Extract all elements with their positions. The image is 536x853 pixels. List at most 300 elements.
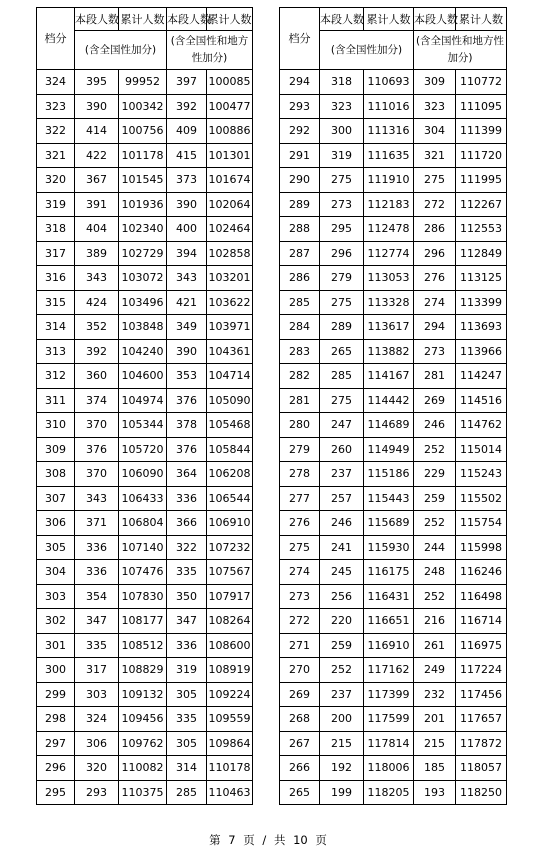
cumulative-count-cell: 109456	[119, 707, 167, 732]
segment-count-local-cell: 185	[414, 756, 456, 781]
segment-count-local-cell: 276	[414, 266, 456, 291]
cumulative-count-local-cell: 114247	[456, 364, 507, 389]
segment-count-local-cell: 373	[167, 168, 207, 193]
table-row	[280, 511, 507, 536]
footer-total-prefix: 共	[273, 833, 286, 847]
cumulative-count-cell: 117162	[364, 658, 414, 683]
cumulative-count-local-cell: 107232	[207, 535, 253, 560]
segment-count-local-cell: 392	[167, 94, 207, 119]
cumulative-count-local-cell: 112553	[456, 217, 507, 242]
table-row	[37, 609, 253, 634]
score-cell: 279	[280, 437, 320, 462]
score-cell: 291	[280, 143, 320, 168]
table-row	[37, 241, 253, 266]
cumulative-count-cell: 114167	[364, 364, 414, 389]
cumulative-count-cell: 117599	[364, 707, 414, 732]
segment-count-local-cell: 229	[414, 462, 456, 487]
cumulative-count-local-cell: 111399	[456, 119, 507, 144]
segment-count-local-cell: 415	[167, 143, 207, 168]
cumulative-count-cell: 113328	[364, 290, 414, 315]
cumulative-count-local-cell: 105844	[207, 437, 253, 462]
header-note-national-local: (含全国性和地方性加分)	[414, 31, 507, 70]
page-number: 7	[228, 833, 236, 847]
header-segment-count: 本段人数	[320, 8, 364, 31]
cumulative-count-cell: 110375	[119, 780, 167, 805]
segment-count-cell: 422	[75, 143, 119, 168]
segment-count-cell: 237	[320, 682, 364, 707]
cumulative-count-cell: 116651	[364, 609, 414, 634]
score-cell: 298	[37, 707, 75, 732]
segment-count-cell: 200	[320, 707, 364, 732]
cumulative-count-cell: 116175	[364, 560, 414, 585]
cumulative-count-local-cell: 117657	[456, 707, 507, 732]
segment-count-local-cell: 232	[414, 682, 456, 707]
table-row	[280, 217, 507, 242]
cumulative-count-cell: 107140	[119, 535, 167, 560]
segment-count-cell: 273	[320, 192, 364, 217]
segment-count-cell: 335	[75, 633, 119, 658]
segment-count-local-cell: 248	[414, 560, 456, 585]
score-cell: 312	[37, 364, 75, 389]
cumulative-count-local-cell: 104361	[207, 339, 253, 364]
segment-count-cell: 319	[320, 143, 364, 168]
cumulative-count-local-cell: 101674	[207, 168, 253, 193]
segment-count-cell: 303	[75, 682, 119, 707]
table-row	[37, 266, 253, 291]
table-row	[37, 339, 253, 364]
header-segment-count: 本段人数	[167, 8, 207, 31]
table-row	[37, 658, 253, 683]
table-row	[280, 731, 507, 756]
score-cell: 283	[280, 339, 320, 364]
table-row	[280, 290, 507, 315]
segment-count-local-cell: 246	[414, 413, 456, 438]
header-note-national: (含全国性加分)	[320, 31, 414, 70]
segment-count-local-cell: 343	[167, 266, 207, 291]
table-row	[37, 119, 253, 144]
segment-count-local-cell: 397	[167, 70, 207, 95]
segment-count-cell: 215	[320, 731, 364, 756]
score-cell: 270	[280, 658, 320, 683]
cumulative-count-cell: 116910	[364, 633, 414, 658]
score-cell: 271	[280, 633, 320, 658]
segment-count-local-cell: 347	[167, 609, 207, 634]
cumulative-count-cell: 101178	[119, 143, 167, 168]
segment-count-local-cell: 269	[414, 388, 456, 413]
cumulative-count-local-cell: 113966	[456, 339, 507, 364]
segment-count-local-cell: 201	[414, 707, 456, 732]
table-row	[37, 560, 253, 585]
segment-count-local-cell: 378	[167, 413, 207, 438]
table-row	[280, 437, 507, 462]
score-cell: 284	[280, 315, 320, 340]
segment-count-cell: 256	[320, 584, 364, 609]
table-row	[37, 756, 253, 781]
score-cell: 273	[280, 584, 320, 609]
table-row	[280, 658, 507, 683]
table-row	[37, 290, 253, 315]
table-row	[280, 192, 507, 217]
score-cell: 277	[280, 486, 320, 511]
table-row	[37, 70, 253, 95]
segment-count-local-cell: 273	[414, 339, 456, 364]
table-row	[37, 731, 253, 756]
header-segment-count: 本段人数	[414, 8, 456, 31]
cumulative-count-local-cell: 102064	[207, 192, 253, 217]
segment-count-cell: 414	[75, 119, 119, 144]
cumulative-count-cell: 114442	[364, 388, 414, 413]
score-cell: 289	[280, 192, 320, 217]
segment-count-local-cell: 400	[167, 217, 207, 242]
cumulative-count-cell: 103848	[119, 315, 167, 340]
cumulative-count-local-cell: 107567	[207, 560, 253, 585]
cumulative-count-local-cell: 114762	[456, 413, 507, 438]
cumulative-count-cell: 114689	[364, 413, 414, 438]
segment-count-local-cell: 319	[167, 658, 207, 683]
segment-count-local-cell: 323	[414, 94, 456, 119]
segment-count-cell: 371	[75, 511, 119, 536]
segment-count-cell: 285	[320, 364, 364, 389]
cumulative-count-local-cell: 103971	[207, 315, 253, 340]
segment-count-local-cell: 296	[414, 241, 456, 266]
segment-count-cell: 295	[320, 217, 364, 242]
segment-count-cell: 336	[75, 560, 119, 585]
segment-count-local-cell: 390	[167, 192, 207, 217]
cumulative-count-cell: 99952	[119, 70, 167, 95]
table-row	[37, 535, 253, 560]
cumulative-count-local-cell: 115998	[456, 535, 507, 560]
footer-total-unit: 页	[315, 833, 327, 847]
score-cell: 295	[37, 780, 75, 805]
table-row	[280, 609, 507, 634]
table-row	[280, 119, 507, 144]
table-row	[280, 560, 507, 585]
segment-count-local-cell: 335	[167, 560, 207, 585]
segment-count-local-cell: 244	[414, 535, 456, 560]
table-row	[280, 486, 507, 511]
cumulative-count-local-cell: 113125	[456, 266, 507, 291]
score-cell: 318	[37, 217, 75, 242]
table-row	[280, 168, 507, 193]
table-row	[280, 143, 507, 168]
score-cell: 276	[280, 511, 320, 536]
segment-count-local-cell: 309	[414, 70, 456, 95]
segment-count-cell: 324	[75, 707, 119, 732]
cumulative-count-local-cell: 108919	[207, 658, 253, 683]
table-row	[37, 315, 253, 340]
cumulative-count-local-cell: 113399	[456, 290, 507, 315]
cumulative-count-local-cell: 115502	[456, 486, 507, 511]
table-row	[280, 339, 507, 364]
segment-count-cell: 367	[75, 168, 119, 193]
cumulative-count-local-cell: 112849	[456, 241, 507, 266]
cumulative-count-local-cell: 109864	[207, 731, 253, 756]
segment-count-cell: 390	[75, 94, 119, 119]
score-cell: 300	[37, 658, 75, 683]
score-cell: 274	[280, 560, 320, 585]
segment-count-local-cell: 353	[167, 364, 207, 389]
cumulative-count-local-cell: 100085	[207, 70, 253, 95]
score-cell: 281	[280, 388, 320, 413]
segment-count-local-cell: 305	[167, 682, 207, 707]
segment-count-local-cell: 249	[414, 658, 456, 683]
score-cell: 296	[37, 756, 75, 781]
cumulative-count-cell: 115186	[364, 462, 414, 487]
segment-count-local-cell: 390	[167, 339, 207, 364]
segment-count-local-cell: 259	[414, 486, 456, 511]
cumulative-count-local-cell: 116975	[456, 633, 507, 658]
table-row	[37, 780, 253, 805]
cumulative-count-local-cell: 106544	[207, 486, 253, 511]
segment-count-cell: 320	[75, 756, 119, 781]
segment-count-cell: 392	[75, 339, 119, 364]
score-cell: 280	[280, 413, 320, 438]
table-row	[37, 413, 253, 438]
cumulative-count-local-cell: 102858	[207, 241, 253, 266]
cumulative-count-cell: 117399	[364, 682, 414, 707]
score-cell: 269	[280, 682, 320, 707]
segment-count-local-cell: 314	[167, 756, 207, 781]
header-score: 档分	[37, 8, 75, 70]
segment-count-local-cell: 321	[414, 143, 456, 168]
segment-count-local-cell: 335	[167, 707, 207, 732]
score-cell: 319	[37, 192, 75, 217]
segment-count-local-cell: 364	[167, 462, 207, 487]
table-row	[280, 413, 507, 438]
table-body-right	[280, 70, 507, 805]
segment-count-local-cell: 193	[414, 780, 456, 805]
cumulative-count-local-cell: 117872	[456, 731, 507, 756]
segment-count-local-cell: 304	[414, 119, 456, 144]
segment-count-local-cell: 376	[167, 437, 207, 462]
segment-count-cell: 336	[75, 535, 119, 560]
segment-count-cell: 370	[75, 462, 119, 487]
segment-count-cell: 389	[75, 241, 119, 266]
table-row	[280, 266, 507, 291]
cumulative-count-cell: 108829	[119, 658, 167, 683]
segment-count-cell: 376	[75, 437, 119, 462]
header-cumulative-count: 累计人数	[119, 8, 167, 31]
segment-count-cell: 352	[75, 315, 119, 340]
segment-count-local-cell: 275	[414, 168, 456, 193]
cumulative-count-local-cell: 103201	[207, 266, 253, 291]
cumulative-count-cell: 111016	[364, 94, 414, 119]
segment-count-local-cell: 336	[167, 633, 207, 658]
segment-count-cell: 257	[320, 486, 364, 511]
cumulative-count-cell: 102729	[119, 241, 167, 266]
table-row	[37, 143, 253, 168]
segment-count-cell: 370	[75, 413, 119, 438]
cumulative-count-cell: 108512	[119, 633, 167, 658]
cumulative-count-local-cell: 104714	[207, 364, 253, 389]
total-pages: 10	[293, 833, 308, 847]
score-cell: 307	[37, 486, 75, 511]
table-row	[37, 437, 253, 462]
score-cell: 311	[37, 388, 75, 413]
footer-prefix: 第	[209, 833, 221, 847]
score-cell: 294	[280, 70, 320, 95]
cumulative-count-cell: 106804	[119, 511, 167, 536]
table-row	[280, 70, 507, 95]
table-row	[280, 462, 507, 487]
segment-count-cell: 275	[320, 388, 364, 413]
segment-count-cell: 279	[320, 266, 364, 291]
score-cell: 304	[37, 560, 75, 585]
score-cell: 316	[37, 266, 75, 291]
segment-count-cell: 318	[320, 70, 364, 95]
cumulative-count-cell: 104240	[119, 339, 167, 364]
score-cell: 265	[280, 780, 320, 805]
table-row	[280, 707, 507, 732]
segment-count-cell: 260	[320, 437, 364, 462]
table-row	[280, 756, 507, 781]
table-row	[37, 364, 253, 389]
segment-count-local-cell: 286	[414, 217, 456, 242]
score-cell: 272	[280, 609, 320, 634]
segment-count-cell: 245	[320, 560, 364, 585]
table-row	[37, 94, 253, 119]
header-cumulative-count: 累计人数	[456, 8, 507, 31]
segment-count-cell: 252	[320, 658, 364, 683]
header-note-national: (含全国性加分)	[75, 31, 167, 70]
cumulative-count-cell: 101545	[119, 168, 167, 193]
segment-count-local-cell: 376	[167, 388, 207, 413]
table-row	[37, 584, 253, 609]
score-cell: 278	[280, 462, 320, 487]
segment-count-cell: 395	[75, 70, 119, 95]
cumulative-count-local-cell: 103622	[207, 290, 253, 315]
score-cell: 310	[37, 413, 75, 438]
score-cell: 285	[280, 290, 320, 315]
score-cell: 275	[280, 535, 320, 560]
table-row	[37, 388, 253, 413]
cumulative-count-cell: 112478	[364, 217, 414, 242]
table-row	[280, 241, 507, 266]
cumulative-count-local-cell: 110772	[456, 70, 507, 95]
cumulative-count-cell: 111910	[364, 168, 414, 193]
segment-count-cell: 241	[320, 535, 364, 560]
cumulative-count-local-cell: 114516	[456, 388, 507, 413]
cumulative-count-cell: 116431	[364, 584, 414, 609]
cumulative-count-cell: 103496	[119, 290, 167, 315]
cumulative-count-local-cell: 109559	[207, 707, 253, 732]
cumulative-count-cell: 106433	[119, 486, 167, 511]
segment-count-local-cell: 305	[167, 731, 207, 756]
cumulative-count-local-cell: 100886	[207, 119, 253, 144]
cumulative-count-cell: 111316	[364, 119, 414, 144]
segment-count-cell: 391	[75, 192, 119, 217]
table-row	[280, 633, 507, 658]
cumulative-count-local-cell: 100477	[207, 94, 253, 119]
segment-count-local-cell: 394	[167, 241, 207, 266]
score-cell: 313	[37, 339, 75, 364]
cumulative-count-local-cell: 102464	[207, 217, 253, 242]
cumulative-count-local-cell: 118250	[456, 780, 507, 805]
score-cell: 282	[280, 364, 320, 389]
segment-count-local-cell: 261	[414, 633, 456, 658]
score-cell: 302	[37, 609, 75, 634]
cumulative-count-local-cell: 106208	[207, 462, 253, 487]
cumulative-count-cell: 113617	[364, 315, 414, 340]
score-cell: 286	[280, 266, 320, 291]
table-row	[280, 315, 507, 340]
table-row	[37, 168, 253, 193]
cumulative-count-cell: 101936	[119, 192, 167, 217]
segment-count-local-cell: 350	[167, 584, 207, 609]
segment-count-cell: 247	[320, 413, 364, 438]
header-segment-count: 本段人数	[75, 8, 119, 31]
table-row	[280, 364, 507, 389]
score-cell: 290	[280, 168, 320, 193]
cumulative-count-cell: 105720	[119, 437, 167, 462]
segment-count-cell: 360	[75, 364, 119, 389]
table-row	[37, 682, 253, 707]
cumulative-count-local-cell: 108264	[207, 609, 253, 634]
segment-count-cell: 246	[320, 511, 364, 536]
segment-count-cell: 424	[75, 290, 119, 315]
cumulative-count-cell: 113882	[364, 339, 414, 364]
cumulative-count-local-cell: 115754	[456, 511, 507, 536]
cumulative-count-local-cell: 108600	[207, 633, 253, 658]
score-cell: 292	[280, 119, 320, 144]
cumulative-count-cell: 106090	[119, 462, 167, 487]
segment-count-local-cell: 294	[414, 315, 456, 340]
cumulative-count-local-cell: 107917	[207, 584, 253, 609]
table-row	[37, 462, 253, 487]
score-cell: 288	[280, 217, 320, 242]
cumulative-count-local-cell: 115014	[456, 437, 507, 462]
segment-count-cell: 343	[75, 486, 119, 511]
segment-count-cell: 374	[75, 388, 119, 413]
segment-count-cell: 296	[320, 241, 364, 266]
score-cell: 287	[280, 241, 320, 266]
cumulative-count-cell: 100756	[119, 119, 167, 144]
cumulative-count-cell: 114949	[364, 437, 414, 462]
score-cell: 301	[37, 633, 75, 658]
cumulative-count-cell: 118006	[364, 756, 414, 781]
segment-count-cell: 317	[75, 658, 119, 683]
cumulative-count-local-cell: 117224	[456, 658, 507, 683]
score-table-right	[279, 7, 507, 805]
cumulative-count-cell: 112774	[364, 241, 414, 266]
segment-count-local-cell: 409	[167, 119, 207, 144]
footer-page-unit: 页	[243, 833, 255, 847]
cumulative-count-cell: 109762	[119, 731, 167, 756]
segment-count-cell: 404	[75, 217, 119, 242]
table-row	[37, 707, 253, 732]
cumulative-count-cell: 104974	[119, 388, 167, 413]
score-cell: 297	[37, 731, 75, 756]
segment-count-cell: 306	[75, 731, 119, 756]
page-footer	[0, 832, 536, 848]
segment-count-cell: 199	[320, 780, 364, 805]
cumulative-count-local-cell: 117456	[456, 682, 507, 707]
score-cell: 324	[37, 70, 75, 95]
cumulative-count-local-cell: 113693	[456, 315, 507, 340]
cumulative-count-cell: 108177	[119, 609, 167, 634]
segment-count-cell: 354	[75, 584, 119, 609]
table-body-left	[37, 70, 253, 805]
table-row	[280, 682, 507, 707]
score-cell: 314	[37, 315, 75, 340]
segment-count-local-cell: 252	[414, 584, 456, 609]
cumulative-count-local-cell: 106910	[207, 511, 253, 536]
table-row	[37, 486, 253, 511]
cumulative-count-local-cell: 110463	[207, 780, 253, 805]
cumulative-count-cell: 104600	[119, 364, 167, 389]
footer-separator: /	[262, 833, 267, 847]
table-row	[280, 584, 507, 609]
